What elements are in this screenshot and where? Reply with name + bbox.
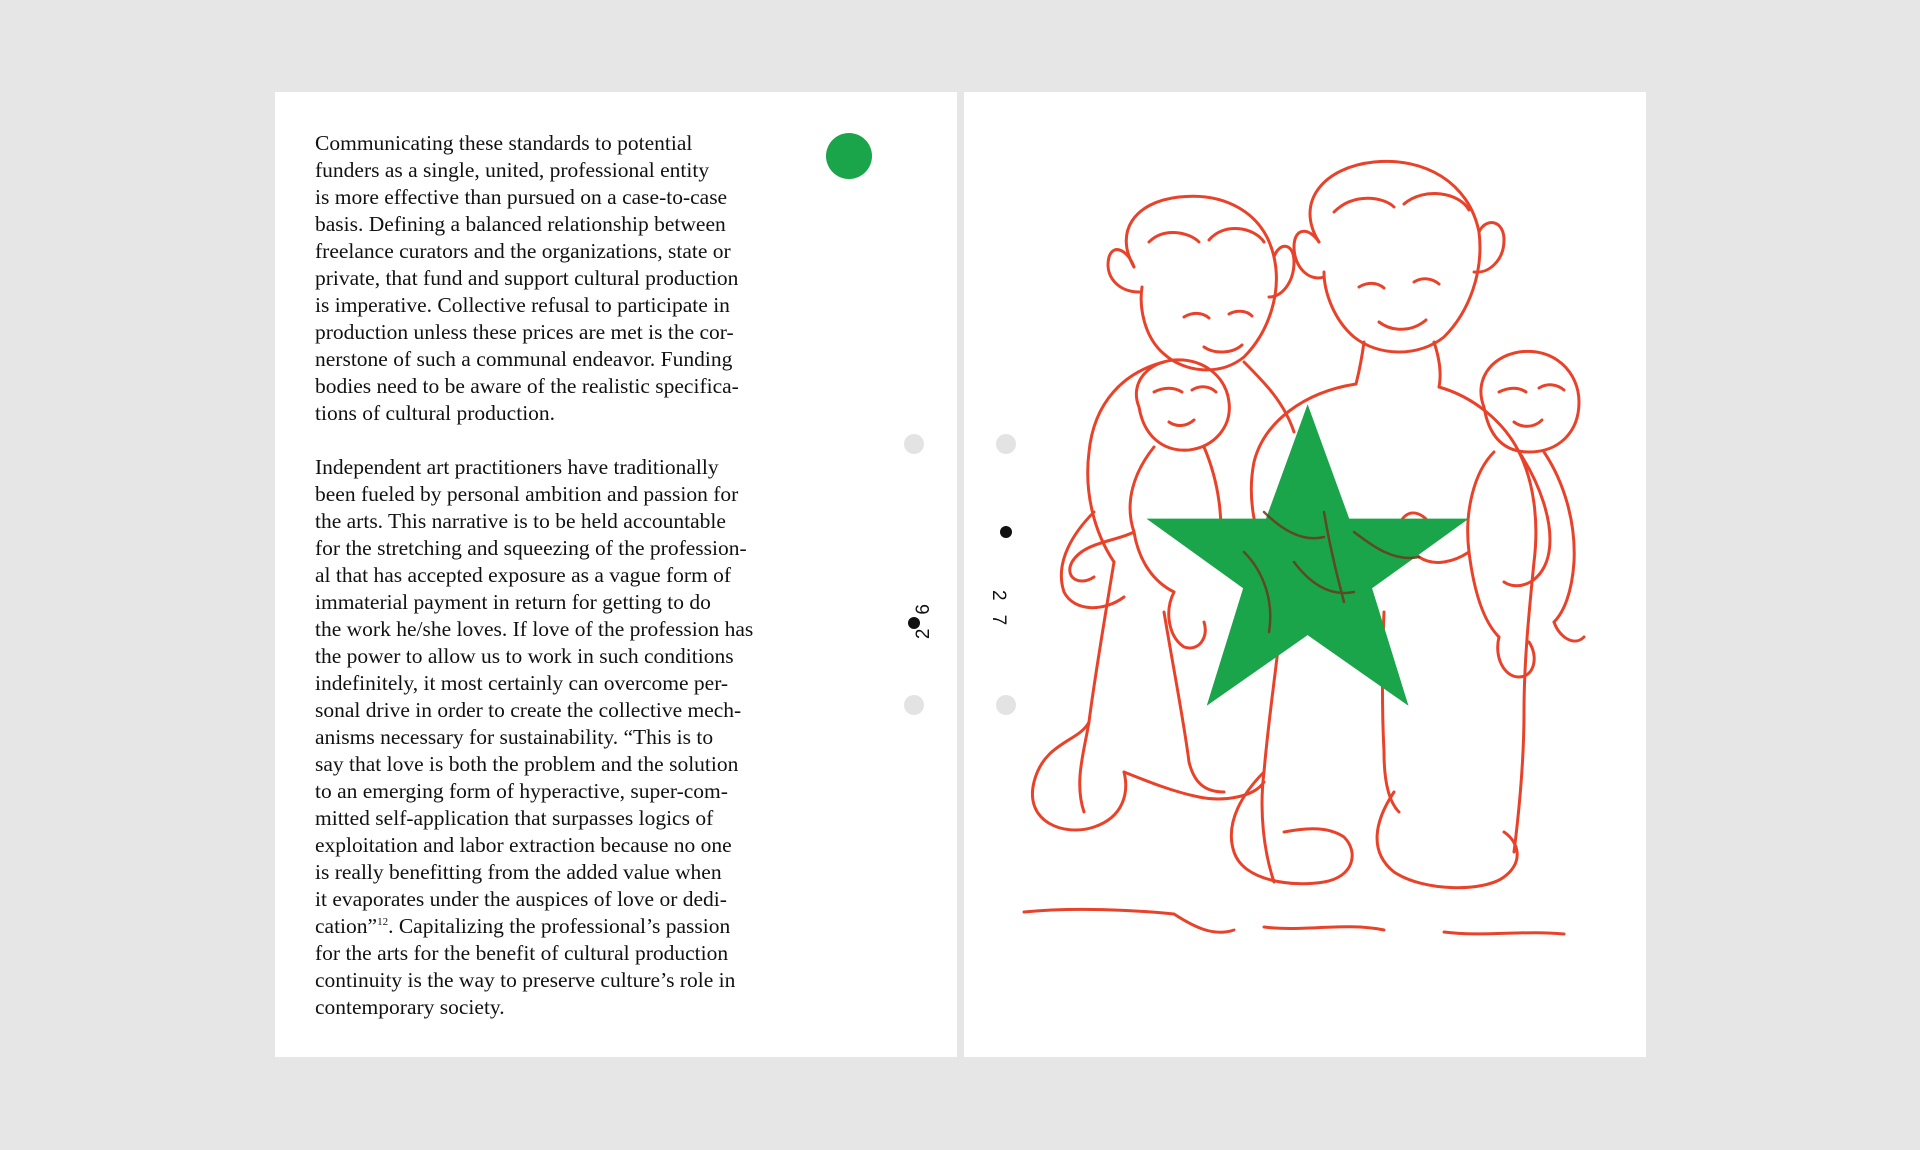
text-line: tions of cultural production.	[315, 401, 556, 425]
text-line: Communicating these standards to potential	[315, 131, 693, 155]
text-line: indefinitely, it most certainly can overcome per-	[315, 671, 729, 695]
text-line: the work he/she loves. If love of the profession has	[315, 617, 754, 641]
text-line: is more effective than pursued on a case-to-case	[315, 185, 728, 209]
text-line: mitted self-application that surpasses logics of	[315, 806, 714, 830]
text-line: continuity is the way to preserve culture’s role in	[315, 968, 736, 992]
text-line: freelance curators and the organizations, state or	[315, 239, 731, 263]
page-number-right: 27	[988, 590, 1009, 640]
right-page	[964, 92, 1646, 1057]
text-line: funders as a single, united, professional entity	[315, 158, 710, 182]
text-line: basis. Defining a balanced relationship between	[315, 212, 726, 236]
text-line: say that love is both the problem and the solution	[315, 752, 739, 776]
paragraph-2	[315, 454, 785, 1021]
text-line: nerstone of such a communal endeavor. Funding	[315, 347, 733, 371]
footnote-line-start: cation”	[315, 914, 378, 938]
children-with-babies-illustration	[964, 92, 1646, 1057]
footnote-reference[interactable]: 12	[377, 916, 389, 928]
text-line: been fueled by personal ambition and passion for	[315, 482, 739, 506]
text-line: bodies need to be aware of the realistic specifica-	[315, 374, 739, 398]
text-line: the power to allow us to work in such conditions	[315, 644, 734, 668]
footnote-line-end: . Capitalizing the professional’s passion	[388, 914, 731, 938]
punch-hole-bottom	[904, 695, 924, 715]
green-dot	[826, 133, 872, 179]
text-line: immaterial payment in return for getting to do	[315, 590, 711, 614]
text-line: is imperative. Collective refusal to participate in	[315, 293, 730, 317]
body-text	[315, 130, 785, 1021]
punch-hole-top	[904, 434, 924, 454]
paragraph-1	[315, 130, 785, 427]
text-line: anisms necessary for sustainability. “This is to	[315, 725, 714, 749]
text-line: al that has accepted exposure as a vague form of	[315, 563, 732, 587]
text-line: it evaporates under the auspices of love or dedi-	[315, 887, 727, 911]
text-line: contemporary society.	[315, 995, 505, 1019]
text-line: is really benefitting from the added value when	[315, 860, 722, 884]
text-line: production unless these prices are met is the cor-	[315, 320, 734, 344]
left-page	[275, 92, 957, 1057]
text-line: private, that fund and support cultural production	[315, 266, 739, 290]
text-line: to an emerging form of hyperactive, super-com-	[315, 779, 728, 803]
footnote-line	[315, 913, 785, 940]
text-line: for the arts for the benefit of cultural production	[315, 941, 729, 965]
text-line: the arts. This narrative is to be held accountable	[315, 509, 726, 533]
text-line: exploitation and labor extraction because no one	[315, 833, 732, 857]
page-number-left: 26	[913, 590, 934, 640]
text-line: for the stretching and squeezing of the profession-	[315, 536, 747, 560]
text-line: sonal drive in order to create the collective mech-	[315, 698, 742, 722]
text-line: Independent art practitioners have traditionally	[315, 455, 719, 479]
